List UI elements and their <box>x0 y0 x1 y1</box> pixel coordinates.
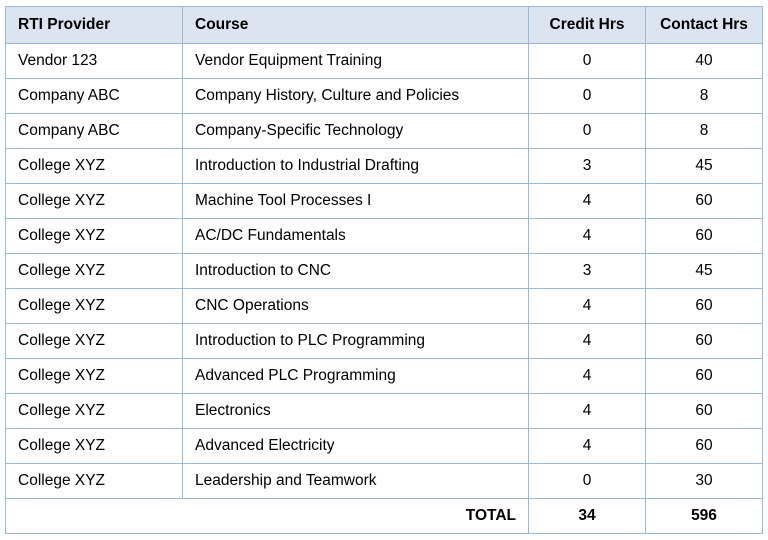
cell-rti-provider: College XYZ <box>6 289 183 324</box>
cell-credit-hrs: 4 <box>529 184 646 219</box>
header-course: Course <box>183 7 529 44</box>
table-row <box>6 219 763 254</box>
cell-credit-hrs: 3 <box>529 254 646 289</box>
cell-rti-provider: Company ABC <box>6 114 183 149</box>
cell-contact-hrs: 45 <box>646 149 763 184</box>
table-row <box>6 184 763 219</box>
cell-rti-provider: Vendor 123 <box>6 44 183 79</box>
table-row <box>6 44 763 79</box>
cell-course: AC/DC Fundamentals <box>183 219 529 254</box>
cell-course: CNC Operations <box>183 289 529 324</box>
cell-credit-hrs: 4 <box>529 359 646 394</box>
cell-rti-provider: College XYZ <box>6 359 183 394</box>
cell-course: Vendor Equipment Training <box>183 44 529 79</box>
cell-course: Company History, Culture and Policies <box>183 79 529 114</box>
cell-contact-hrs: 60 <box>646 219 763 254</box>
cell-contact-hrs: 30 <box>646 464 763 499</box>
cell-rti-provider: College XYZ <box>6 219 183 254</box>
rti-course-table-container <box>5 6 763 534</box>
cell-credit-hrs: 0 <box>529 79 646 114</box>
header-contact-hrs: Contact Hrs <box>646 7 763 44</box>
table-row <box>6 359 763 394</box>
total-row <box>6 499 763 534</box>
cell-contact-hrs: 60 <box>646 394 763 429</box>
cell-credit-hrs: 4 <box>529 394 646 429</box>
cell-rti-provider: College XYZ <box>6 464 183 499</box>
total-label: TOTAL <box>6 499 529 534</box>
cell-contact-hrs: 60 <box>646 184 763 219</box>
cell-credit-hrs: 4 <box>529 289 646 324</box>
cell-contact-hrs: 60 <box>646 429 763 464</box>
cell-credit-hrs: 4 <box>529 219 646 254</box>
cell-course: Advanced Electricity <box>183 429 529 464</box>
table-row <box>6 114 763 149</box>
cell-course: Introduction to PLC Programming <box>183 324 529 359</box>
cell-course: Introduction to CNC <box>183 254 529 289</box>
table-row <box>6 79 763 114</box>
cell-credit-hrs: 4 <box>529 324 646 359</box>
cell-course: Introduction to Industrial Drafting <box>183 149 529 184</box>
cell-credit-hrs: 0 <box>529 464 646 499</box>
cell-credit-hrs: 4 <box>529 429 646 464</box>
table-row <box>6 289 763 324</box>
header-rti-provider: RTI Provider <box>6 7 183 44</box>
cell-credit-hrs: 3 <box>529 149 646 184</box>
cell-rti-provider: College XYZ <box>6 184 183 219</box>
cell-contact-hrs: 8 <box>646 79 763 114</box>
cell-credit-hrs: 0 <box>529 114 646 149</box>
cell-credit-hrs: 0 <box>529 44 646 79</box>
cell-contact-hrs: 60 <box>646 324 763 359</box>
cell-contact-hrs: 40 <box>646 44 763 79</box>
cell-course: Company-Specific Technology <box>183 114 529 149</box>
table-row <box>6 149 763 184</box>
cell-course: Electronics <box>183 394 529 429</box>
cell-rti-provider: College XYZ <box>6 149 183 184</box>
cell-rti-provider: College XYZ <box>6 254 183 289</box>
header-credit-hrs: Credit Hrs <box>529 7 646 44</box>
cell-course: Leadership and Teamwork <box>183 464 529 499</box>
total-contact-hrs: 596 <box>646 499 763 534</box>
table-row <box>6 324 763 359</box>
table-row <box>6 254 763 289</box>
total-credit-hrs: 34 <box>529 499 646 534</box>
cell-course: Advanced PLC Programming <box>183 359 529 394</box>
table-row <box>6 394 763 429</box>
cell-rti-provider: College XYZ <box>6 429 183 464</box>
cell-contact-hrs: 45 <box>646 254 763 289</box>
cell-contact-hrs: 60 <box>646 359 763 394</box>
cell-rti-provider: College XYZ <box>6 394 183 429</box>
cell-course: Machine Tool Processes I <box>183 184 529 219</box>
cell-rti-provider: Company ABC <box>6 79 183 114</box>
rti-course-table <box>5 6 763 534</box>
table-row <box>6 429 763 464</box>
table-row <box>6 464 763 499</box>
header-row <box>6 7 763 44</box>
cell-contact-hrs: 60 <box>646 289 763 324</box>
cell-contact-hrs: 8 <box>646 114 763 149</box>
cell-rti-provider: College XYZ <box>6 324 183 359</box>
